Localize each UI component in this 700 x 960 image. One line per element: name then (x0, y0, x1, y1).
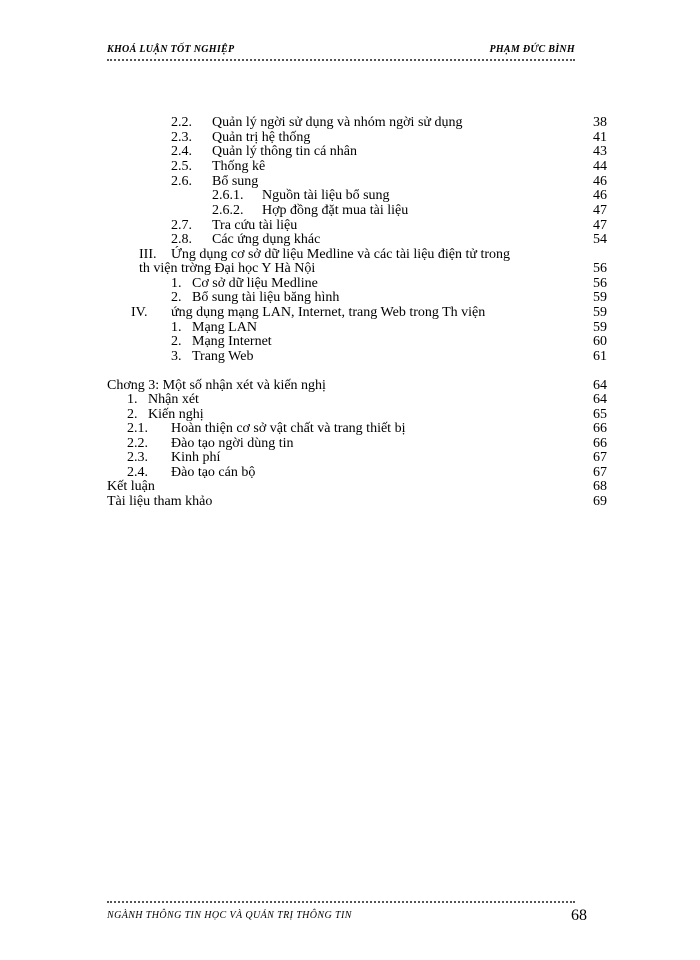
toc-entry (0, 349, 700, 364)
footer-divider (107, 901, 575, 903)
toc-number: IV. (131, 305, 148, 320)
toc-number: 2. (171, 334, 182, 349)
toc-number: 2.6.2. (212, 203, 244, 218)
toc-entry (0, 174, 700, 189)
toc-title: Quản trị hệ thống (212, 130, 311, 145)
toc-entry (0, 130, 700, 145)
toc-number: 2.5. (171, 159, 192, 174)
toc-entry (0, 276, 700, 291)
toc-number: 2.1. (127, 421, 148, 436)
toc-entry (0, 159, 700, 174)
toc-number: 1. (171, 320, 182, 335)
toc-title: Mạng LAN (192, 320, 257, 335)
footer-text: NGÀNH THÔNG TIN HỌC VÀ QUẢN TRỊ THÔNG TIN (107, 910, 352, 921)
toc-title: Bổ sung (212, 174, 259, 189)
toc-title: Kinh phí (171, 450, 221, 465)
toc-entry (0, 218, 700, 233)
toc-page: 59 (593, 320, 607, 335)
toc-page: 68 (593, 479, 607, 494)
toc-number: 2.6. (171, 174, 192, 189)
toc-title: Đào tạo cán bộ (171, 465, 256, 480)
toc-title: Kết luận (107, 479, 155, 494)
toc-entry (0, 407, 700, 422)
toc-page: 54 (593, 232, 607, 247)
toc-entry (0, 188, 700, 203)
toc-page: 60 (593, 334, 607, 349)
toc-page: 61 (593, 349, 607, 364)
toc-entry (0, 320, 700, 335)
toc-page: 56 (593, 261, 607, 276)
toc-title: Tài liệu tham khảo (107, 494, 213, 509)
toc-entry (0, 144, 700, 159)
toc-title: Thống kê (212, 159, 266, 174)
toc-page: 38 (593, 115, 607, 130)
toc-entry (0, 290, 700, 305)
toc-page: 64 (593, 392, 607, 407)
toc-page: 56 (593, 276, 607, 291)
toc-number: 1. (171, 276, 182, 291)
toc-page: 43 (593, 144, 607, 159)
toc-title: Đào tạo ngời dùng tin (171, 436, 294, 451)
toc-title: Các ứng dụng khác (212, 232, 321, 247)
toc-page: 65 (593, 407, 607, 422)
toc-number: 2.8. (171, 232, 192, 247)
toc-title: th viện trờng Đại học Y Hà Nội (139, 261, 316, 276)
toc-number: III. (139, 247, 157, 262)
toc-entry (0, 247, 700, 262)
toc-entry (0, 479, 700, 494)
toc-title: Quản lý ngời sử dụng và nhóm ngời sử dụng (212, 115, 463, 130)
toc-title: Chơng 3: Một số nhận xét và kiến nghị (107, 378, 326, 393)
page-number: 68 (571, 907, 587, 924)
toc-number: 2.7. (171, 218, 192, 233)
toc-page: 46 (593, 188, 607, 203)
toc-number: 2.3. (171, 130, 192, 145)
toc-number: 2. (127, 407, 138, 422)
toc-number: 2.3. (127, 450, 148, 465)
toc-title: Kiến nghị (148, 407, 204, 422)
toc-page: 66 (593, 436, 607, 451)
toc-entry (0, 450, 700, 465)
toc-title: Nhận xét (148, 392, 199, 407)
toc-entry (0, 421, 700, 436)
toc-number: 2.2. (127, 436, 148, 451)
toc-page: 41 (593, 130, 607, 145)
toc-title: Ứng dụng cơ sở dữ liệu Medline và các tài liệu điện tử trong (171, 247, 511, 262)
toc-entry (0, 232, 700, 247)
toc-page: 67 (593, 465, 607, 480)
toc-title: Tra cứu tài liệu (212, 218, 298, 233)
toc-entry (0, 334, 700, 349)
toc-number: 2.4. (127, 465, 148, 480)
toc-entry (0, 392, 700, 407)
toc-page: 64 (593, 378, 607, 393)
toc-entry (0, 261, 700, 276)
toc-entry (0, 436, 700, 451)
toc-entry (0, 465, 700, 480)
toc-title: ứng dụng mạng LAN, Internet, trang Web trong Th viện (171, 305, 486, 320)
toc-number: 2.6.1. (212, 188, 244, 203)
toc-entry (0, 494, 700, 509)
toc-number: 2.2. (171, 115, 192, 130)
header-left-title: KHOÁ LUẬN TỐT NGHIỆP (107, 44, 235, 55)
toc-page: 67 (593, 450, 607, 465)
toc-entry (0, 305, 700, 320)
toc-title: Cơ sở dữ liệu Medline (192, 276, 318, 291)
toc-title: Bổ sung tài liệu băng hình (192, 290, 340, 305)
header-author: PHẠM ĐỨC BÌNH (489, 44, 575, 55)
toc-page: 46 (593, 174, 607, 189)
toc-page: 47 (593, 203, 607, 218)
toc-title: Hợp đồng đặt mua tài liệu (262, 203, 409, 218)
toc-page: 47 (593, 218, 607, 233)
toc-entry (0, 378, 700, 393)
toc-entry (0, 203, 700, 218)
toc-page: 59 (593, 290, 607, 305)
toc-title: Hoàn thiện cơ sở vật chất và trang thiết bị (171, 421, 406, 436)
toc-title: Quản lý thông tin cá nhân (212, 144, 358, 159)
toc-page: 44 (593, 159, 607, 174)
toc-entry (0, 115, 700, 130)
toc-number: 3. (171, 349, 182, 364)
toc-number: 2. (171, 290, 182, 305)
toc-page: 59 (593, 305, 607, 320)
toc-number: 2.4. (171, 144, 192, 159)
toc-page: 69 (593, 494, 607, 509)
toc-title: Trang Web (192, 349, 254, 364)
toc-title: Mạng Internet (192, 334, 272, 349)
toc-number: 1. (127, 392, 138, 407)
toc-title: Nguồn tài liệu bổ sung (262, 188, 390, 203)
toc-page: 66 (593, 421, 607, 436)
